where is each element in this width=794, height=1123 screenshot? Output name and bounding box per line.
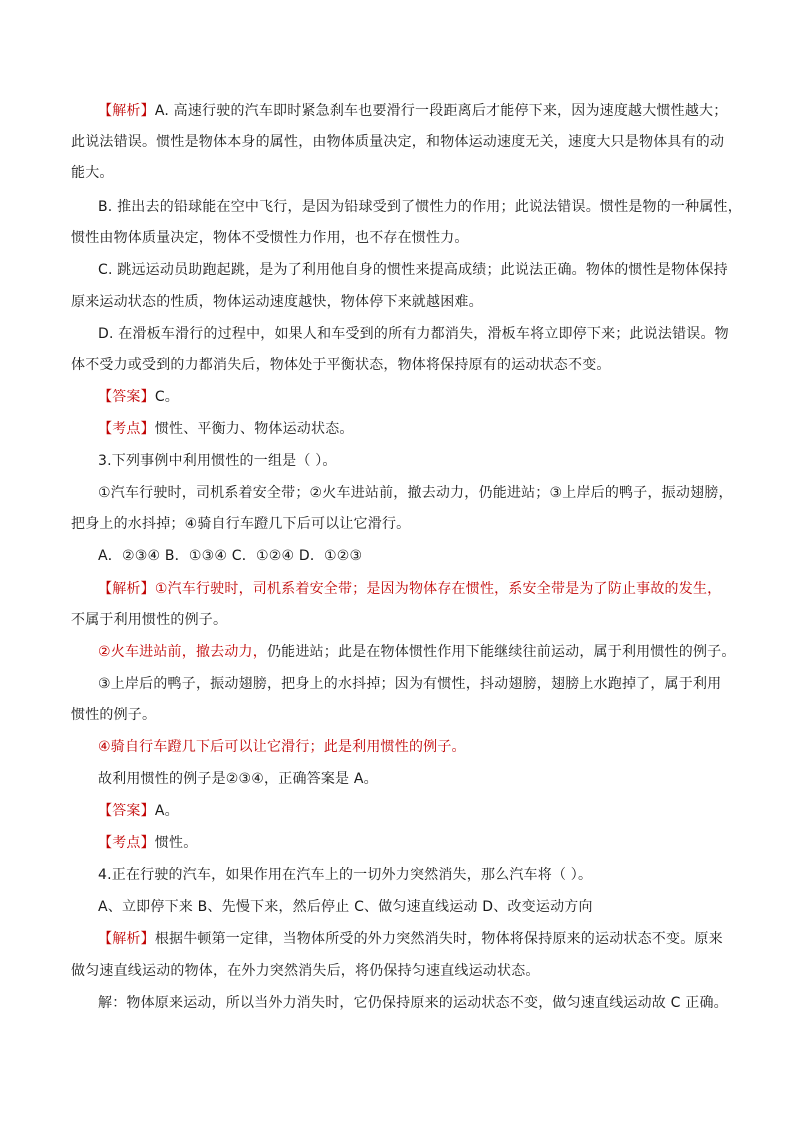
analysis-b-line-2: 惯性由物体质量决定，物体不受惯性力作用，也不存在惯性力。 [71, 230, 469, 246]
analysis-b-line-1: B. 推出去的铅球能在空中飞行，是因为铅球受到了惯性力的作用；此说法错误。惯性是物的一种属性， [98, 199, 742, 215]
q3-analysis-line-6: ④骑自行车蹬几下后可以让它滑行；此是利用惯性的例子。 [98, 739, 466, 755]
analysis-d-line-2: 体不受力或受到的力都消失后，物体处于平衡状态，物体将保持原有的运动状态不变。 [71, 357, 611, 373]
kaodian-tag: 【考点】 [98, 835, 155, 851]
q4-solution-line: 解：物体原来运动，所以当外力消失时，它仍保持原来的运动状态不变，做匀速直线运动故 C 正确。 [98, 995, 728, 1011]
analysis-a-line-2: 此说法错误。惯性是物体本身的属性，由物体质量决定，和物体运动速度无关，速度大只是物体具有的动 [71, 134, 725, 150]
analysis-a-line-3: 能大。 [71, 165, 114, 181]
kaodian-tag: 【考点】 [98, 421, 155, 437]
answer-tag: 【答案】 [98, 389, 155, 405]
q4-analysis-line-1: 【解析】根据牛顿第一定律，当物体所受的外力突然消失时，物体将保持原来的运动状态不变。原来 [98, 931, 723, 947]
q3-analysis-line-1: 【解析】①汽车行驶时，司机系着安全带；是因为物体存在惯性，系安全带是为了防止事故的发生， [98, 581, 722, 597]
question-4-options: A、立即停下来 B、先慢下来，然后停止 C、做匀速直线运动 D、改变运动方向 [98, 899, 593, 915]
analysis-tag: 【解析】 [98, 103, 155, 119]
q3-answer-line: 【答案】A。 [98, 803, 179, 819]
answer-line: 【答案】C。 [98, 389, 179, 405]
analysis-tag: 【解析】 [98, 581, 155, 597]
answer-tag: 【答案】 [98, 803, 155, 819]
q3-analysis-line-2: 不属于利用惯性的例子。 [71, 612, 228, 628]
q3-analysis-line-3: ②火车进站前，撤去动力，仍能进站；此是在物体惯性作用下能继续往前运动，属于利用惯性的例子。 [98, 644, 736, 660]
analysis-c-line-2: 原来运动状态的性质，物体运动速度越快，物体停下来就越困难。 [71, 294, 483, 310]
question-3-statement-2: 把身上的水抖掉；④骑自行车蹬几下后可以让它滑行。 [71, 516, 411, 532]
question-3-stem: 3.下列事例中利用惯性的一组是（ ）。 [98, 453, 337, 469]
q4-analysis-line-2: 做匀速直线运动的物体，在外力突然消失后，将仍保持匀速直线运动状态。 [71, 963, 540, 979]
q3-analysis-line-5: 惯性的例子。 [71, 707, 157, 723]
q3-analysis-line-4: ③上岸后的鸭子，振动翅膀，把身上的水抖掉；因为有惯性，抖动翅膀，翅膀上水跑掉了，属于利用 [98, 676, 722, 692]
question-3-options: A．②③④ B．①③④ C．①②④ D．①②③ [98, 548, 363, 564]
question-4-stem: 4.正在行驶的汽车，如果作用在汽车上的一切外力突然消失，那么汽车将（ ）。 [98, 867, 593, 883]
analysis-a-line-1: 【解析】A. 高速行驶的汽车即时紧急刹车也要滑行一段距离后才能停下来，因为速度越大惯性越大； [98, 103, 728, 119]
analysis-d-line-1: D. 在滑板车滑行的过程中，如果人和车受到的所有力都消失，滑板车将立即停下来；此说法错误。物 [98, 326, 729, 342]
q3-kaodian-line: 【考点】惯性。 [98, 835, 198, 851]
q3-analysis-line-7: 故利用惯性的例子是②③④，正确答案是 A。 [98, 771, 378, 787]
analysis-tag: 【解析】 [98, 931, 155, 947]
kaodian-line: 【考点】惯性、平衡力、物体运动状态。 [98, 421, 354, 437]
analysis-c-line-1: C. 跳远运动员助跑起跳，是为了利用他自身的惯性来提高成绩；此说法正确。物体的惯性是物体保持 [98, 262, 728, 278]
question-3-statement-1: ①汽车行驶时，司机系着安全带；②火车进站前，撤去动力，仍能进站；③上岸后的鸭子，振动翅膀， [98, 485, 733, 501]
